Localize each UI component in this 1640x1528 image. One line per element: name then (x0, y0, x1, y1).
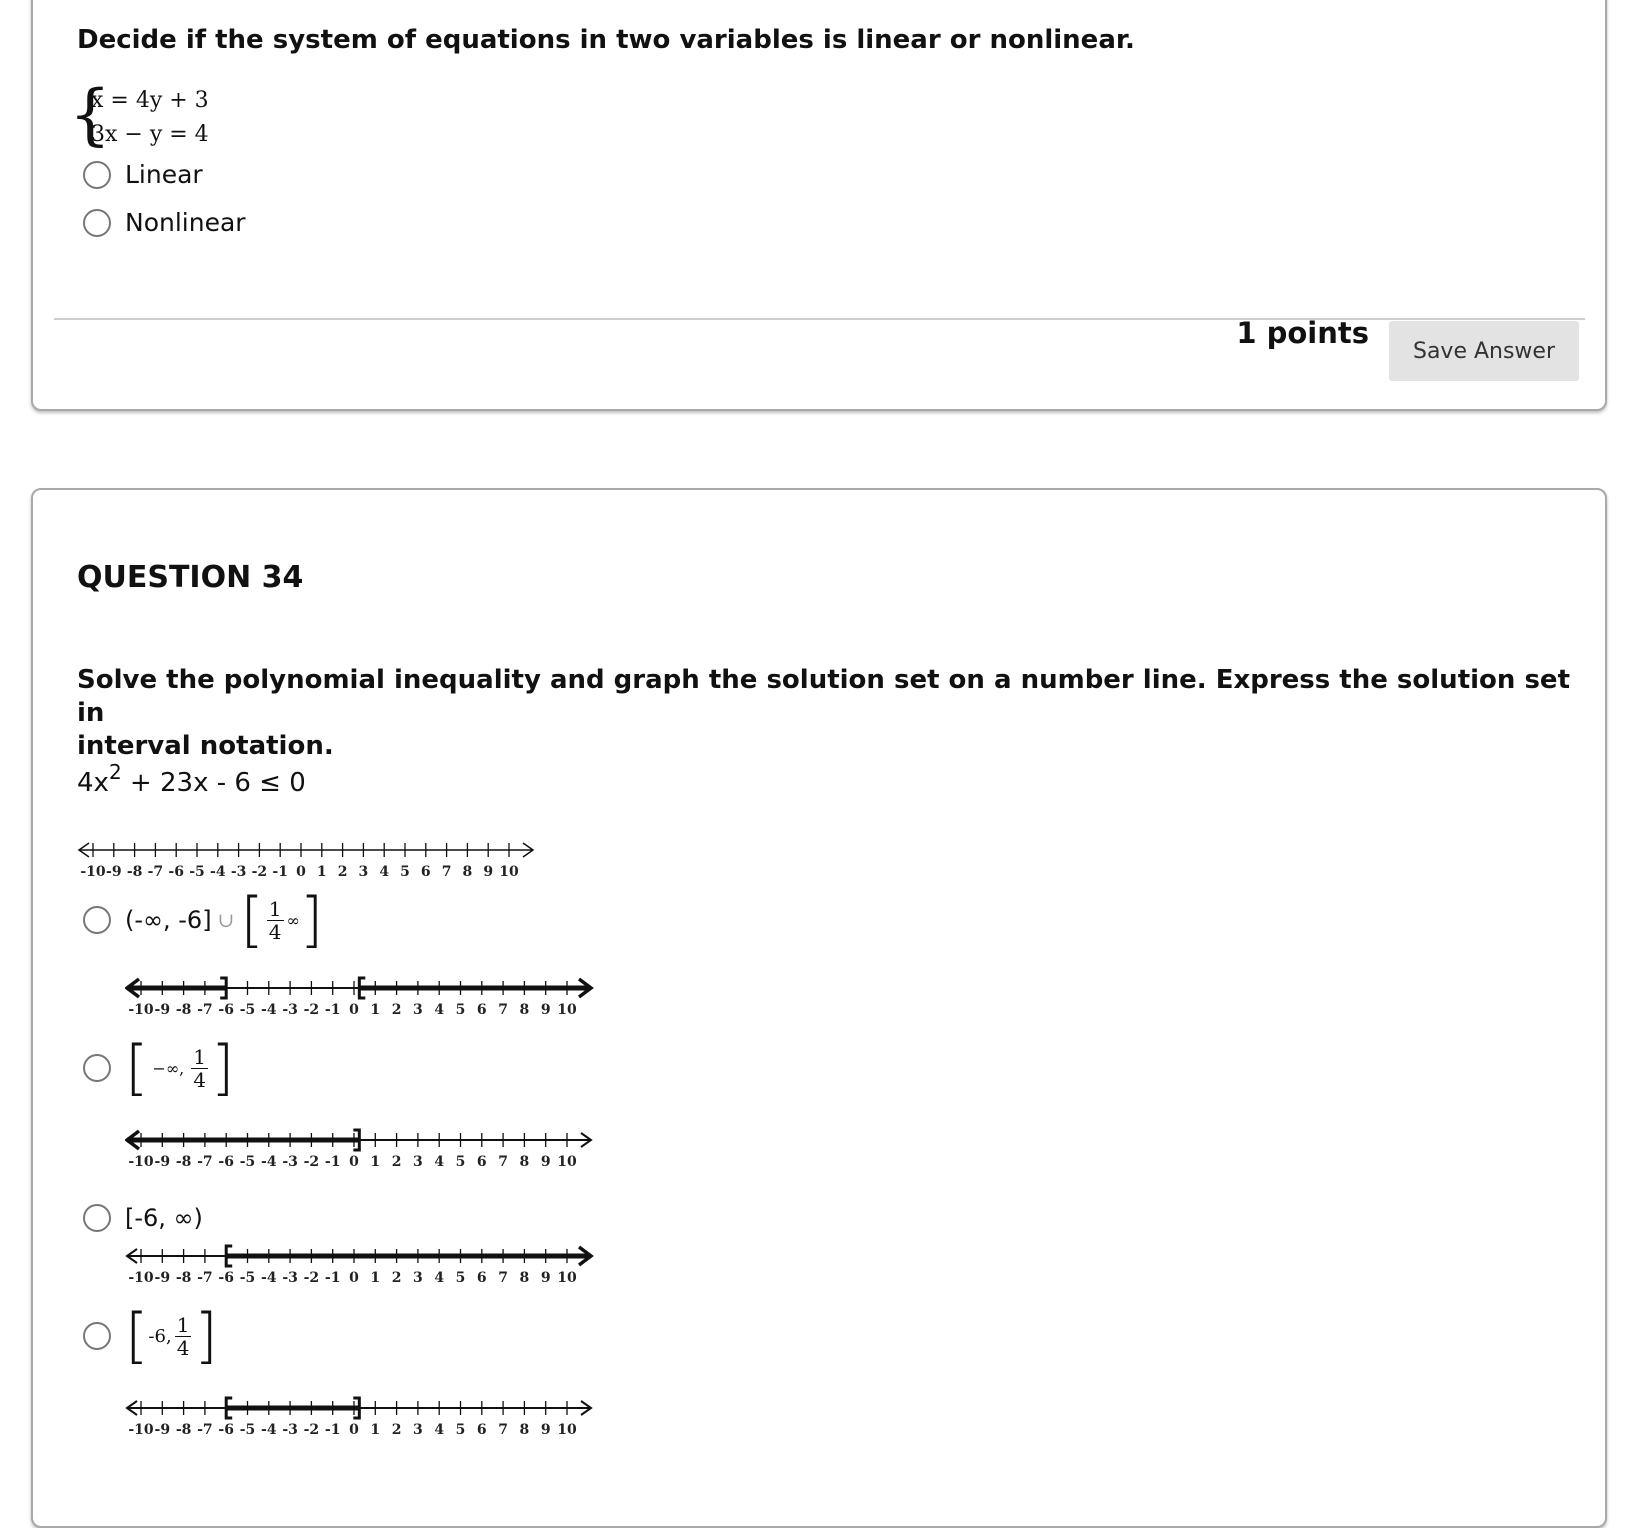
tick-label: 3 (413, 1154, 423, 1170)
bracket-icon: ] (299, 885, 324, 955)
tick-label: 9 (540, 1422, 551, 1438)
number-line-graph (125, 974, 595, 1024)
tick-label: -7 (197, 1422, 213, 1438)
tick-label: -9 (154, 1270, 171, 1286)
tick-label: 10 (557, 1422, 577, 1438)
tick-label: -2 (251, 864, 268, 880)
tick-label: -7 (147, 864, 164, 880)
tick-label: -9 (154, 1002, 171, 1018)
bracket-icon: [ (240, 885, 264, 955)
bracket-icon: [ (125, 1301, 149, 1371)
tick-label: -10 (128, 1422, 154, 1438)
tick-label: 7 (498, 1422, 508, 1438)
tick-label: -4 (261, 1270, 277, 1286)
tick-label: 10 (557, 1154, 577, 1170)
tick-label: -6 (218, 1154, 234, 1170)
tick-label: -2 (303, 1002, 320, 1018)
tick-label: -1 (324, 1154, 341, 1170)
tick-label: 7 (441, 864, 452, 880)
option-label: Nonlinear (125, 208, 246, 237)
tick-label: 1 (316, 864, 327, 880)
tick-label: -5 (239, 1422, 256, 1438)
tick-label: -7 (197, 1270, 213, 1286)
tick-label: 4 (434, 1002, 445, 1018)
tick-label: 2 (391, 1154, 402, 1170)
radio-option-a[interactable] (83, 906, 111, 934)
tick-label: 5 (455, 1002, 466, 1018)
tick-label: 8 (519, 1422, 530, 1438)
option-linear[interactable] (83, 160, 203, 189)
tick-label: -6 (218, 1270, 234, 1286)
bracket-icon: [ (125, 1033, 149, 1103)
tick-label: 6 (420, 864, 431, 880)
tick-label: -6 (168, 864, 184, 880)
tick-label: 5 (455, 1270, 466, 1286)
option-d-label: [ -6, $\frac{1}{4}$ ] (125, 1301, 218, 1371)
bracket-icon: ] (210, 1033, 235, 1103)
tick-label: 6 (476, 1002, 487, 1018)
tick-label: -4 (261, 1154, 277, 1170)
tick-label: 2 (337, 864, 348, 880)
blank-number-line (77, 836, 537, 882)
tick-label: 10 (557, 1270, 577, 1286)
option-label: Linear (125, 160, 203, 189)
tick-label: -7 (197, 1002, 213, 1018)
question-title: QUESTION 34 (77, 560, 304, 595)
tick-label: -4 (261, 1002, 277, 1018)
tick-label: -3 (282, 1154, 298, 1170)
tick-label: -7 (197, 1154, 213, 1170)
tick-label: 7 (498, 1154, 508, 1170)
tick-label: 0 (349, 1270, 359, 1286)
equation-2: 3x − y = 4 (91, 122, 209, 147)
number-line-option-b (125, 1126, 595, 1176)
option-c[interactable] (83, 1204, 203, 1232)
bracket-icon: ] (194, 1301, 218, 1371)
tick-label: 9 (540, 1002, 551, 1018)
tick-label: 0 (296, 864, 306, 880)
tick-label: 4 (434, 1270, 445, 1286)
tick-label: 2 (391, 1270, 402, 1286)
tick-label: 10 (557, 1002, 577, 1018)
tick-label: 5 (455, 1154, 466, 1170)
option-a-label: (-∞, -6] ∪ [ $\frac{1}{4}$ ∞ ] (125, 885, 324, 955)
tick-label: 3 (413, 1422, 423, 1438)
tick-label: 9 (540, 1270, 551, 1286)
tick-label: -8 (126, 864, 143, 880)
tick-label: 2 (391, 1002, 402, 1018)
equation-system (69, 76, 209, 153)
option-a[interactable] (83, 885, 324, 955)
radio-option-b[interactable] (83, 1054, 111, 1082)
tick-label: 4 (434, 1422, 445, 1438)
tick-label: -1 (324, 1270, 341, 1286)
tick-label: -5 (239, 1154, 256, 1170)
question-33-prompt: Decide if the system of equations in two variables is linear or nonlinear. (77, 25, 1135, 55)
number-line-option-c (125, 1242, 595, 1292)
tick-label: -9 (154, 1422, 171, 1438)
tick-label: 6 (476, 1154, 487, 1170)
tick-label: 2 (391, 1422, 402, 1438)
system-brace-icon: { (69, 76, 111, 153)
tick-label: -9 (106, 864, 122, 880)
tick-label: 7 (498, 1270, 508, 1286)
tick-label: 1 (370, 1154, 381, 1170)
number-line-graph (125, 1394, 595, 1444)
tick-label: -5 (189, 864, 205, 880)
tick-label: -9 (154, 1154, 171, 1170)
tick-label: 0 (349, 1422, 359, 1438)
tick-label: 6 (476, 1270, 487, 1286)
tick-label: 10 (499, 864, 519, 880)
tick-label: -2 (303, 1270, 320, 1286)
tick-label: -8 (175, 1422, 192, 1438)
tick-label: 9 (483, 864, 494, 880)
radio-linear[interactable] (83, 161, 111, 189)
option-c-label: [-6, ∞) (125, 1204, 203, 1232)
tick-label: 8 (519, 1270, 530, 1286)
radio-option-c[interactable] (83, 1204, 111, 1232)
tick-label: 7 (498, 1002, 508, 1018)
tick-label: -3 (230, 864, 247, 880)
tick-label: -4 (261, 1422, 277, 1438)
tick-label: -1 (324, 1002, 341, 1018)
inequality: $4x^2 + 23x - 6 \le 0$ (77, 760, 306, 798)
question-34-prompt (77, 664, 1605, 763)
number-line-option-a (125, 974, 595, 1024)
prompt-line-2: interval notation. (77, 731, 334, 761)
option-d[interactable] (83, 1301, 218, 1371)
tick-label: -3 (282, 1002, 298, 1018)
tick-label: 4 (379, 864, 390, 880)
equation-1: x = 4y + 3 (91, 88, 209, 113)
tick-label: -4 (210, 864, 226, 880)
tick-label: 8 (519, 1002, 530, 1018)
tick-label: 1 (370, 1422, 381, 1438)
number-line-graph (77, 836, 537, 882)
tick-label: -2 (303, 1154, 320, 1170)
save-answer-button[interactable]: Save Answer (1389, 321, 1579, 381)
tick-label: 9 (540, 1154, 551, 1170)
radio-option-d[interactable] (83, 1322, 111, 1350)
number-line-option-d (125, 1394, 595, 1444)
tick-label: 8 (462, 864, 473, 880)
tick-label: 3 (358, 864, 369, 880)
tick-label: -1 (272, 864, 288, 880)
tick-label: -8 (175, 1270, 192, 1286)
tick-label: -5 (239, 1270, 256, 1286)
tick-label: -10 (128, 1154, 154, 1170)
tick-label: 1 (370, 1270, 381, 1286)
option-nonlinear[interactable] (83, 208, 246, 237)
tick-label: 5 (400, 864, 410, 880)
tick-label: 0 (349, 1002, 359, 1018)
tick-label: 5 (455, 1422, 466, 1438)
option-b-label: [ −∞, $\frac{1}{4}$ ] (125, 1033, 235, 1103)
tick-label: 6 (476, 1422, 487, 1438)
tick-label: -10 (80, 864, 106, 880)
tick-label: 3 (413, 1002, 423, 1018)
question-33-card (31, 0, 1607, 411)
question-34-card (31, 488, 1607, 1528)
tick-label: -10 (128, 1002, 154, 1018)
tick-label: 8 (519, 1154, 530, 1170)
points-label: 1 points (1236, 316, 1369, 350)
tick-label: -1 (324, 1422, 341, 1438)
prompt-line-1: Solve the polynomial inequality and graph the solution set on a number line. Express the solution set in (77, 665, 1570, 728)
tick-label: 1 (370, 1002, 381, 1018)
tick-label: -6 (218, 1422, 234, 1438)
tick-label: -3 (282, 1422, 298, 1438)
number-line-graph (125, 1126, 595, 1176)
tick-label: -6 (218, 1002, 234, 1018)
radio-nonlinear[interactable] (83, 209, 111, 237)
option-b[interactable] (83, 1033, 235, 1103)
tick-label: -2 (303, 1422, 320, 1438)
tick-label: -3 (282, 1270, 298, 1286)
tick-label: -8 (175, 1154, 192, 1170)
tick-label: 0 (349, 1154, 359, 1170)
tick-label: 4 (434, 1154, 445, 1170)
number-line-graph (125, 1242, 595, 1292)
tick-label: 3 (413, 1270, 423, 1286)
tick-label: -5 (239, 1002, 256, 1018)
tick-label: -10 (128, 1270, 154, 1286)
tick-label: -8 (175, 1002, 192, 1018)
